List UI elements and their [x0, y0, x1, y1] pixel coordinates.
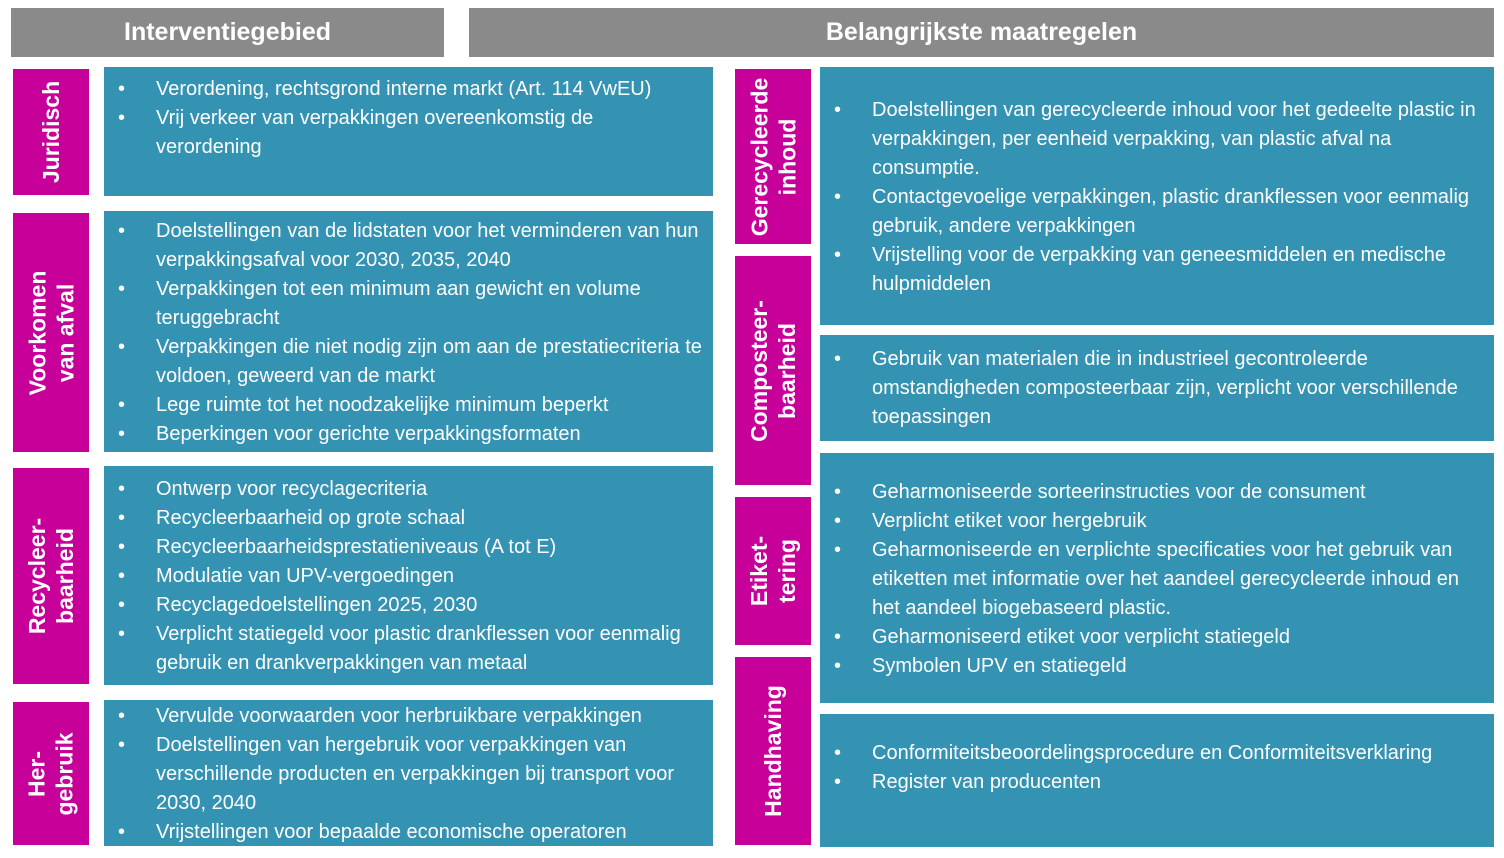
list-item: • Symbolen UPV en statiegeld [820, 652, 1480, 681]
list-item: • Conformiteitsbeoordelingsprocedure en Conformiteitsverklaring [820, 739, 1480, 768]
tag-gerecycleerde-inhoud [733, 67, 813, 246]
list-item: • Verplicht statiegeld voor plastic drankflessen voor eenmalig gebruik en drankverpakkingen van metaal [104, 620, 699, 678]
list-item: • Doelstellingen van gerecycleerde inhoud voor het gedeelte plastic in verpakkingen, per eenheid verpakking, van plastic afval na consumptie. [820, 96, 1480, 183]
tag-voorkomen-van-afval [11, 211, 91, 454]
tag-composteerbaarheid [733, 254, 813, 487]
box-recycleerbaarheid [104, 466, 713, 685]
header-main-measures: Belangrijkste maatregelen [469, 8, 1494, 57]
list-item: • Ontwerp voor recyclagecriteria [104, 475, 699, 504]
list-item: • Doelstellingen van hergebruik voor verpakkingen van verschillende producten en verpakkingen bij transport voor 2030, 2040 [104, 731, 699, 818]
list-item: • Verpakkingen tot een minimum aan gewicht en volume teruggebracht [104, 275, 703, 333]
tag-label: Composteer- [746, 299, 773, 442]
tag-label: Juridisch [38, 80, 65, 184]
list-item: • Modulatie van UPV-vergoedingen [104, 562, 699, 591]
list-item: • Verordening, rechtsgrond interne markt (Art. 114 VwEU) [104, 75, 699, 104]
tag-juridisch [11, 67, 91, 197]
list-item: • Geharmoniseerd etiket voor verplicht statiegeld [820, 623, 1480, 652]
box-juridisch [104, 67, 713, 196]
list-item: • Register van producenten [820, 768, 1480, 797]
tag-label: van afval [52, 283, 79, 382]
list-item: • Geharmoniseerde en verplichte specificaties voor het gebruik van etiketten met informatie over het aandeel gerecycleerde inhoud en het aandeel biogebaseerd plastic. [820, 536, 1480, 623]
header-intervention-area: Interventiegebied [11, 8, 444, 57]
tag-handhaving [733, 655, 813, 847]
list-item: • Verplicht etiket voor hergebruik [820, 507, 1480, 536]
box-etikettering [820, 453, 1494, 703]
tag-label: Gerecycleerde [746, 77, 773, 236]
list-item: • Vrijstelling voor de verpakking van geneesmiddelen en medische hulpmiddelen [820, 241, 1480, 299]
box-hergebruik [104, 700, 713, 846]
box-composteerbaarheid [820, 335, 1494, 441]
box-voorkomen-van-afval [104, 211, 713, 452]
tag-label: tering [773, 539, 800, 603]
box-handhaving [820, 714, 1494, 847]
list-item: • Recycleerbaarheid op grote schaal [104, 504, 699, 533]
list-item: • Lege ruimte tot het noodzakelijke minimum beperkt [104, 391, 703, 420]
tag-label: Recycleer- [24, 517, 51, 635]
tag-recycleerbaarheid [11, 466, 91, 686]
list-item: • Recycleerbaarheidsprestatieniveaus (A tot E) [104, 533, 699, 562]
list-item: • Vrij verkeer van verpakkingen overeenkomstig de verordening [104, 104, 699, 162]
tag-label: Her- [24, 750, 51, 797]
tag-label: Handhaving [760, 685, 786, 817]
tag-label: baarheid [774, 322, 801, 419]
list-item: • Geharmoniseerde sorteerinstructies voor de consument [820, 478, 1480, 507]
tag-label: gebruik [52, 731, 79, 816]
list-item: • Doelstellingen van de lidstaten voor het verminderen van hun verpakkingsafval voor 2030, 2035, 2040 [104, 217, 703, 275]
box-gerecycleerde-inhoud [820, 67, 1494, 325]
list-item: • Recyclagedoelstellingen 2025, 2030 [104, 591, 699, 620]
tag-label: Voorkomen [24, 270, 51, 395]
list-item: • Beperkingen voor gerichte verpakkingsformaten [104, 420, 703, 449]
tag-label: baarheid [52, 528, 79, 624]
tag-label: inhoud [774, 118, 801, 195]
list-item: • Vrijstellingen voor bepaalde economische operatoren [104, 818, 699, 847]
tag-label: Etiket- [745, 535, 772, 607]
list-item: • Verpakkingen die niet nodig zijn om aan de prestatiecriteria te voldoen, geweerd van de markt [104, 333, 703, 391]
tag-etikettering [733, 495, 813, 647]
list-item: • Gebruik van materialen die in industrieel gecontroleerde omstandigheden composteerbaar zijn, verplicht voor verschillende toepassingen [820, 345, 1480, 432]
tag-hergebruik [11, 700, 91, 847]
list-item: • Vervulde voorwaarden voor herbruikbare verpakkingen [104, 702, 699, 731]
list-item: • Contactgevoelige verpakkingen, plastic drankflessen voor eenmalig gebruik, andere verpakkingen [820, 183, 1480, 241]
